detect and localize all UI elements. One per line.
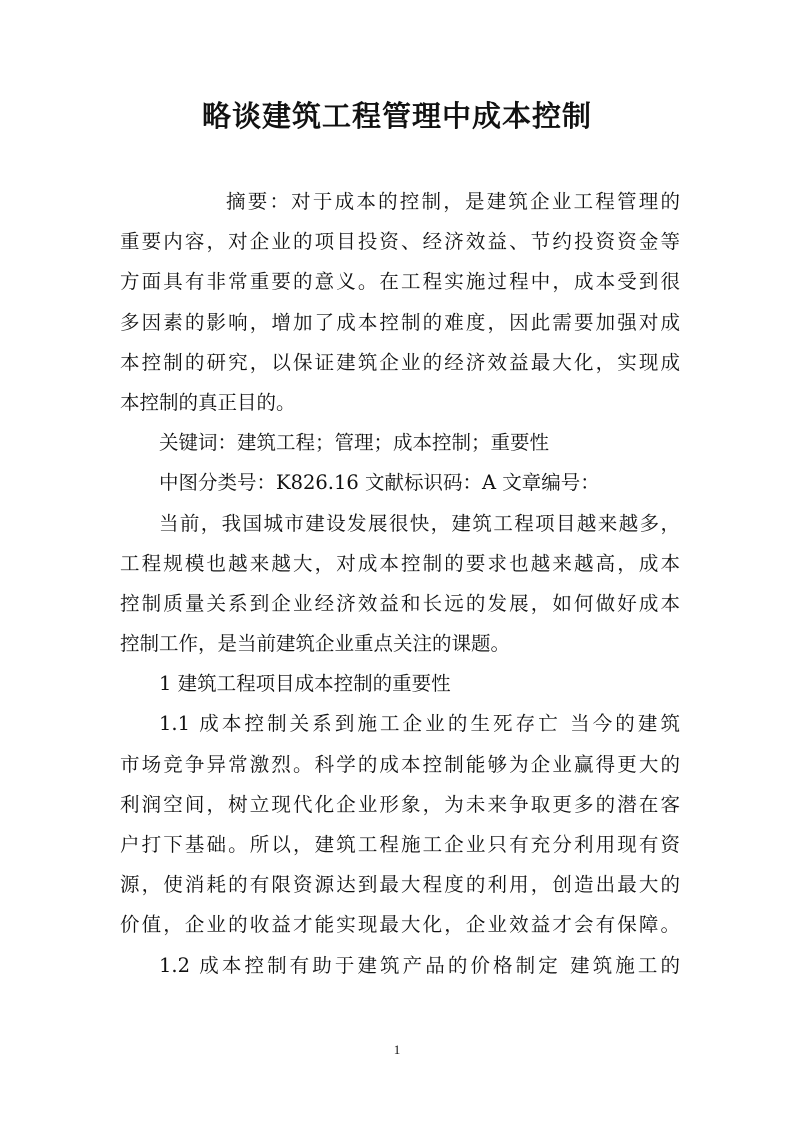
paragraph-line: 价值，企业的收益才能实现最大化，企业效益才会有保障。 bbox=[120, 913, 680, 937]
paragraph-line: 控制质量关系到企业经济效益和长远的发展，如何做好成本 bbox=[120, 591, 680, 615]
paragraph-line: 当前，我国城市建设发展很快，建筑工程项目越来越多， bbox=[159, 511, 680, 535]
paragraph-line: 工程规模也越来越大，对成本控制的要求也越来越高，成本 bbox=[120, 551, 680, 575]
abstract-line: 摘要：对于成本的控制，是建筑企业工程管理的 bbox=[226, 190, 680, 213]
paragraph-line: 1.2 成本控制有助于建筑产品的价格制定 建筑施工的 bbox=[159, 953, 680, 977]
abstract-line: 本控制的真正目的。 bbox=[120, 390, 296, 414]
paragraph-line: 控制工作，是当前建筑企业重点关注的课题。 bbox=[120, 632, 511, 656]
abstract-line: 多因素的影响，增加了成本控制的难度，因此需要加强对成 bbox=[120, 310, 680, 334]
classification-line: 中图分类号：K826.16 文献标识码：A 文章编号： bbox=[159, 471, 600, 495]
abstract-line: 方面具有非常重要的意义。在工程实施过程中，成本受到很 bbox=[120, 270, 680, 294]
page-number: 1 bbox=[393, 1042, 401, 1057]
paragraph-line: 市场竞争异常激烈。科学的成本控制能够为企业赢得更大的 bbox=[120, 752, 680, 776]
section-heading: 1 建筑工程项目成本控制的重要性 bbox=[159, 672, 451, 696]
paragraph-line: 户打下基础。所以，建筑工程施工企业只有充分利用现有资 bbox=[120, 833, 680, 856]
keywords-line: 关键词：建筑工程；管理；成本控制；重要性 bbox=[159, 431, 550, 455]
paragraph-line: 利润空间，树立现代化企业形象，为未来争取更多的潜在客 bbox=[120, 792, 680, 816]
abstract-line: 本控制的研究，以保证建筑企业的经济效益最大化，实现成 bbox=[120, 350, 680, 374]
paragraph-line: 源，使消耗的有限资源达到最大程度的利用，创造出最大的 bbox=[120, 873, 680, 897]
paragraph-line: 1.1 成本控制关系到施工企业的生死存亡 当今的建筑 bbox=[159, 712, 680, 736]
document-title: 略谈建筑工程管理中成本控制 bbox=[201, 99, 592, 133]
abstract-line: 重要内容，对企业的项目投资、经济效益、节约投资资金等 bbox=[120, 230, 680, 254]
document-body bbox=[120, 182, 680, 986]
